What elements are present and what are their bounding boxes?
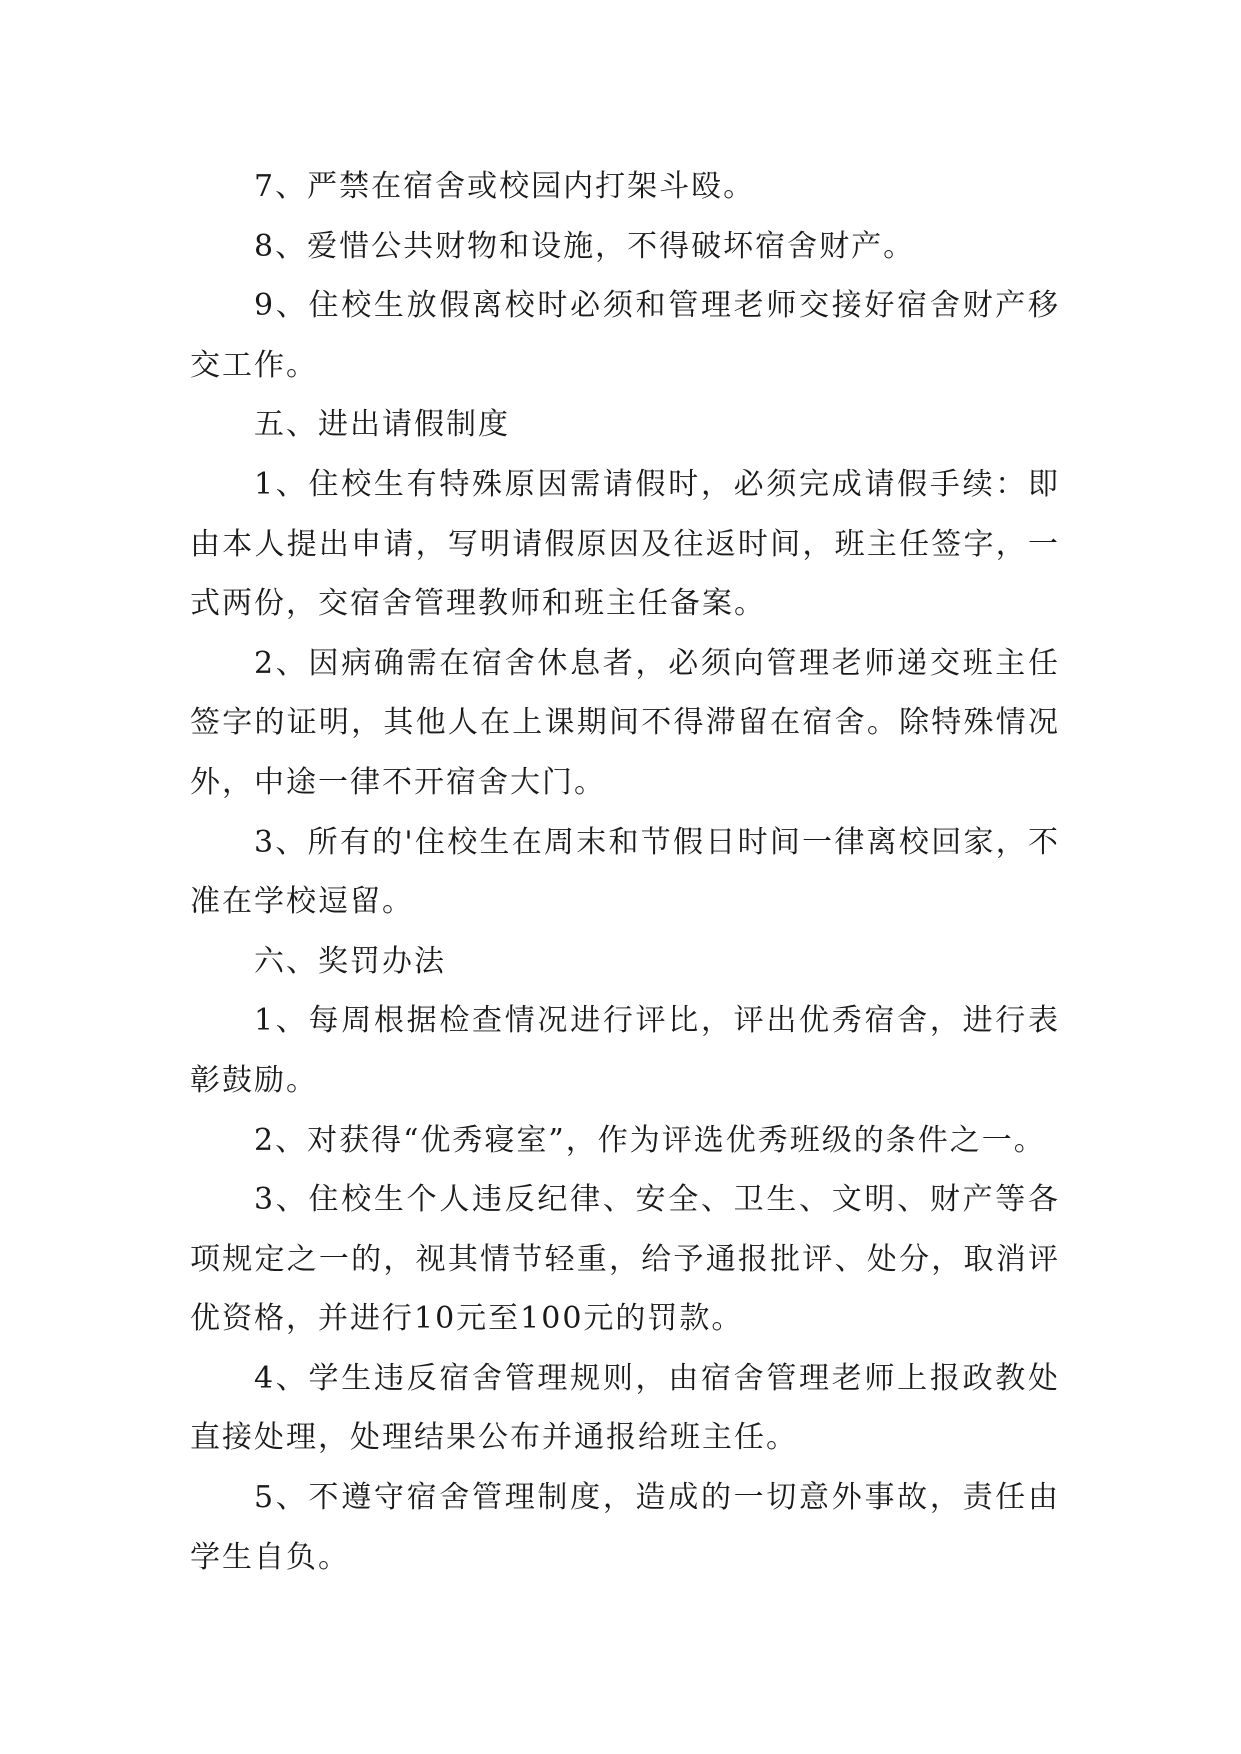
section-heading-rewards-penalties: 六、奖罚办法: [254, 943, 446, 979]
rule-item-8: 8、爱惜公共财物和设施，不得破坏宿舍财产。: [254, 228, 916, 264]
leave-item-3: 3、所有的'住校生在周末和节假日时间一律离校回家，不准在学校逗留。: [190, 824, 1060, 920]
rule-item-7: 7、严禁在宿舍或校园内打架斗殴。: [254, 169, 756, 204]
section-heading-leave-policy: 五、进出请假制度: [254, 407, 510, 443]
reward-item-4: 4、学生违反宿舍管理规则，由宿舍管理老师上报政教处直接处理，处理结果公布并通报给班主任。: [190, 1360, 1060, 1456]
reward-item-2: 2、对获得“优秀寝室”，作为评选优秀班级的条件之一。: [254, 1122, 1046, 1158]
document-body: [190, 157, 1060, 1587]
leave-item-1: 1、住校生有特殊原因需请假时，必须完成请假手续：即由本人提出申请，写明请假原因及往返时间，班主任签字，一式两份，交宿舍管理教师和班主任备案。: [190, 466, 1060, 622]
rule-item-9: 9、住校生放假离校时必须和管理老师交接好宿舍财产移交工作。: [190, 288, 1060, 383]
reward-item-5: 5、不遵守宿舍管理制度，造成的一切意外事故，责任由学生自负。: [190, 1480, 1060, 1575]
leave-item-2: 2、因病确需在宿舍休息者，必须向管理老师递交班主任签字的证明，其他人在上课期间不得滞留在宿舍。除特殊情况外，中途一律不开宿舍大门。: [190, 645, 1060, 800]
reward-item-3: 3、住校生个人违反纪律、安全、卫生、文明、财产等各项规定之一的，视其情节轻重，给予通报批评、处分，取消评优资格，并进行10元至100元的罚款。: [190, 1182, 1060, 1337]
reward-item-1: 1、每周根据检查情况进行评比，评出优秀宿舍，进行表彰鼓励。: [190, 1003, 1060, 1098]
